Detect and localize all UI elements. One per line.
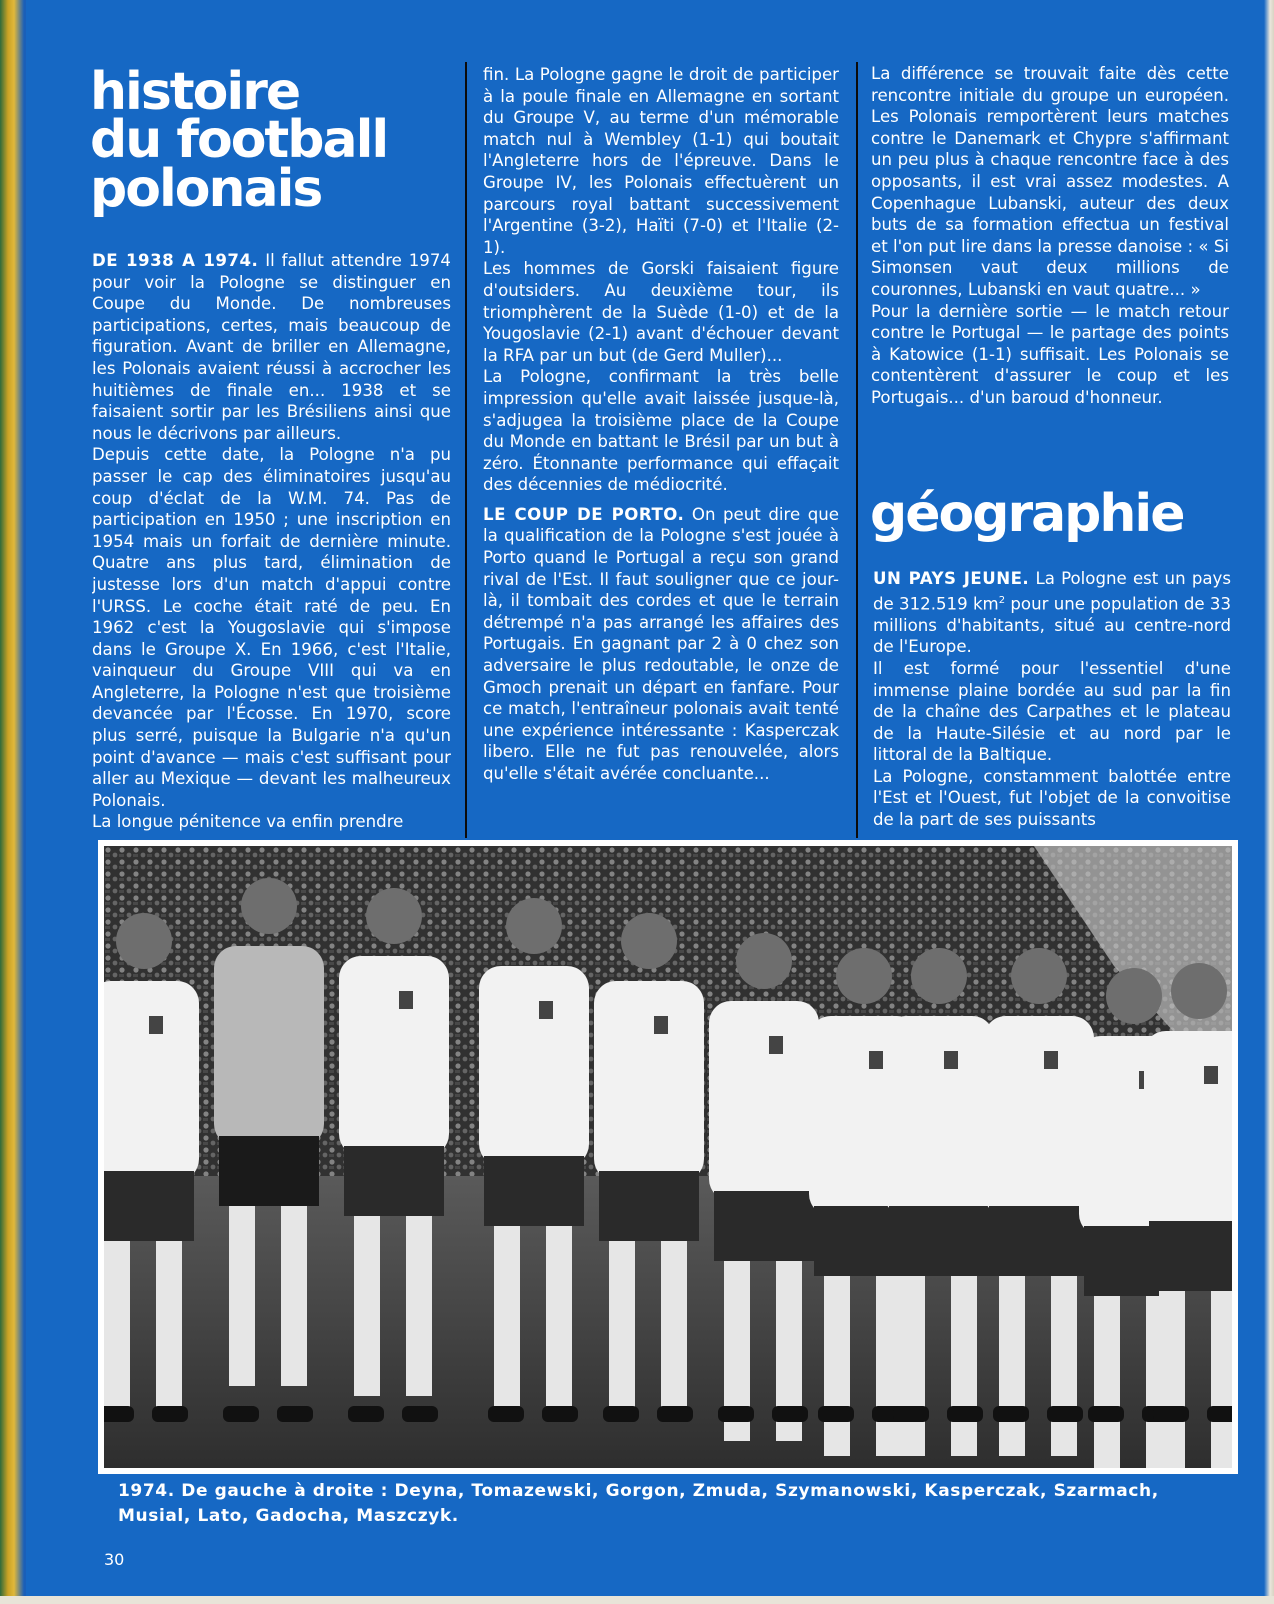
player-sock: [354, 1216, 380, 1396]
player-boot: [993, 1406, 1029, 1422]
player-shorts: [104, 1171, 194, 1241]
section-title-geographie: géographie: [870, 484, 1184, 544]
player-sock: [951, 1276, 977, 1456]
player-boot: [818, 1406, 854, 1422]
player-head: [506, 898, 562, 954]
player-shirt: [984, 1016, 1094, 1216]
paragraph: [92, 250, 451, 444]
player-shirt: [339, 956, 449, 1156]
player-head: [366, 888, 422, 944]
player-head: [621, 913, 677, 969]
column-rule-1: [465, 62, 467, 838]
player-head: [836, 948, 892, 1004]
player-sock: [1051, 1276, 1077, 1456]
player-sock: [406, 1216, 432, 1396]
player-head: [241, 878, 297, 934]
player-shirt: [104, 981, 199, 1181]
section-lead: UN PAYS JEUNE.: [873, 569, 1030, 588]
player-sock: [494, 1226, 520, 1406]
team-photo-image: [104, 846, 1232, 1468]
player-shorts: [1149, 1221, 1232, 1291]
player-boot: [603, 1406, 639, 1422]
title-line-3: polonais: [90, 158, 322, 219]
player-sock: [104, 1241, 130, 1421]
player-boot: [772, 1406, 808, 1422]
article-column-2: [483, 64, 839, 838]
player-boot: [542, 1406, 578, 1422]
team-photo: [98, 840, 1238, 1474]
player-shirt: [594, 981, 704, 1181]
paragraph-text: La Pologne est un pays de 312.519 km: [873, 569, 1231, 614]
player-sock: [229, 1206, 255, 1386]
article-column-1: [92, 250, 451, 838]
player-boot: [657, 1406, 693, 1422]
paragraph: Les hommes de Gorski faisaient figure d'outsiders. Au deuxième tour, ils triomphèrent de la Suède (1-0) et de la Yougoslavie (2-1) avant d'échouer devant la RFA par un but (de Gerd Muller)...: [483, 259, 839, 365]
paragraph-text: On peut dire que la qualification de la Pologne s'est jouée à Porto quand le Portugal a reçu son grand rival de l'Est. Il faut souligner que ce jour-là, il tombait des cordes et que le terrain détrempé n'a pas arrangé les affaires des Portugais. En gagnant par 2 à 0 chez son adversaire le plus redoutable, le onze de Gmoch prenait un départ en fanfare. Pour ce match, l'entraîneur polonais avait tenté une expérience intéressante : Kasperczak libero. Elle ne fut pas renouvelée, alors qu'elle s'était avérée concluante...: [483, 504, 839, 783]
player-shirt: [884, 1016, 994, 1216]
player-boot: [104, 1406, 134, 1422]
paragraph: La différence se trouvait faite dès cette rencontre initiale du groupe un européen. Les Polonais remportèrent leurs matches contre le Danemark et Chypre s'affirmant un peu plus à chaque rencontre face à des opposants, il est vrai assez modestes. A Copenhague Lubanski, auteur des deux buts de sa formation effectua un festival et l'on put lire dans la presse danoise : « Si Simonsen vaut deux millions de couronnes, Lubanski en vaut quatre... »: [871, 64, 1229, 299]
paragraph: Depuis cette date, la Pologne n'a pu passer le cap des éliminatoires jusqu'au coup d'éclat de la W.M. 74. Pas de participation en 1950 ; une inscription en 1954 mais un forfait de dernière minute. Quatre ans plus tard, élimination de justesse lors d'un match d'appui contre l'URSS. Le coche était raté de peu. En 1962 c'est la Yougoslavie qui s'impose dans le Groupe X. En 1966, c'est l'Italie, vainqueur du Groupe VIII qui va en Angleterre, la Pologne n'est que troisième devancée par l'Écosse. En 1970, score plus serré, puisque la Bulgarie n'a qu'un point d'avance — mais c'est suffisant pour aller au Mexique — devant les malheureux Polonais.: [92, 445, 451, 810]
player-boot: [402, 1406, 438, 1422]
player-shorts: [219, 1136, 319, 1206]
player-head: [116, 913, 172, 969]
player-sock: [1159, 1291, 1185, 1468]
player-shorts: [714, 1191, 814, 1261]
paragraph-text: Il fallut attendre 1974 pour voir la Pologne se distinguer en Coupe du Monde. De nombreuses participations, certes, mais beaucoup de figuration. Avant de briller en Allemagne, les Polonais avaient réussi à accrocher les huitièmes de finale en... 1938 et se faisaient sortir par les Brésiliens ainsi que nous le décrivons par ailleurs.: [92, 251, 451, 443]
player-boot: [947, 1406, 983, 1422]
player-shorts: [344, 1146, 444, 1216]
page-title: [90, 62, 450, 219]
article-column-3: [871, 63, 1229, 459]
player-boot: [1047, 1406, 1083, 1422]
player-head: [1106, 968, 1162, 1024]
player-sock: [156, 1241, 182, 1421]
player-shirt: [709, 1001, 819, 1201]
player-shirt: [214, 946, 324, 1146]
player-sock: [899, 1276, 925, 1456]
paragraph: Il est formé pour l'essentiel d'une immense plaine bordée au sud par la fin de la chaîne des Carpathes et le plateau de la Haute-Silésie et au nord par le littoral de la Baltique.: [873, 658, 1231, 765]
player-boot: [1207, 1406, 1232, 1422]
player-shorts: [484, 1156, 584, 1226]
player-boot: [152, 1406, 188, 1422]
player-sock: [1211, 1291, 1232, 1468]
crest-icon: [149, 1016, 163, 1034]
section-lead: DE 1938 A 1974.: [92, 251, 259, 270]
paragraph-text: pour une population de 33 millions d'habitants, situé au centre-nord de l'Europe.: [873, 594, 1231, 657]
paragraph: [873, 568, 1231, 658]
title-line-1: histoire: [90, 62, 300, 122]
paragraph: La Pologne, confirmant la très belle impression qu'elle avait laissée jusque-là, s'adjugea la troisième place de la Coupe du Monde en battant le Brésil par un but à zéro. Étonnante performance qui effaçait des décennies de médiocrité.: [483, 367, 839, 495]
photo-caption: 1974. De gauche à droite : Deyna, Tomazewski, Gorgon, Zmuda, Szymanowski, Kasperczak, Szarmach, Musial, Lato, Gadocha, Maszczyk.: [118, 1481, 1159, 1526]
player-shorts: [889, 1206, 989, 1276]
section-lead: LE COUP DE PORTO.: [483, 504, 685, 524]
player-sock: [876, 1276, 902, 1456]
player-boot: [1088, 1406, 1124, 1422]
crest-icon: [769, 1036, 783, 1054]
player-boot: [488, 1406, 524, 1422]
crest-icon: [654, 1016, 668, 1034]
paragraph: [483, 504, 839, 785]
player-head: [736, 933, 792, 989]
player-shirt: [1144, 1031, 1232, 1231]
paragraph: Pour la dernière sortie — le match retour contre le Portugal — le partage des points à Katowice (1-1) suffisait. Les Polonais se contentèrent d'assurer le coup et les Portugais... d'un baroud d'honneur.: [871, 301, 1229, 407]
player-boot: [277, 1406, 313, 1422]
player-sock: [824, 1276, 850, 1456]
superscript: 2: [998, 594, 1006, 606]
player-boot: [893, 1406, 929, 1422]
player-sock: [609, 1241, 635, 1421]
paragraph: La longue pénitence va enfin prendre: [92, 812, 404, 832]
bottom-edge: [0, 1596, 1274, 1604]
player-boot: [223, 1406, 259, 1422]
crest-icon: [869, 1051, 883, 1069]
crest-icon: [399, 991, 413, 1009]
player-sock: [661, 1241, 687, 1421]
player-sock: [281, 1206, 307, 1386]
page-number: 30: [104, 1550, 125, 1569]
player-sock: [1094, 1296, 1120, 1468]
player-head: [911, 948, 967, 1004]
player-sock: [999, 1276, 1025, 1456]
page-edge: [1264, 0, 1274, 1604]
crest-icon: [1204, 1066, 1218, 1084]
column-rule-2: [856, 62, 858, 838]
crest-icon: [944, 1051, 958, 1069]
paragraph: fin. La Pologne gagne le droit de participer à la poule finale en Allemagne en sortant du Groupe V, au terme d'un mémorable match nul à Wembley (1-1) qui boutait l'Angleterre hors de l'épreuve. Dans le Groupe IV, les Polonais effectuèrent un parcours royal battant successivement l'Argentine (3-2), Haïti (7-0) et l'Italie (2-1).: [483, 65, 839, 257]
crest-icon: [539, 1001, 553, 1019]
player-shorts: [989, 1206, 1089, 1276]
player-boot: [1153, 1406, 1189, 1422]
paragraph: La Pologne, constamment balottée entre l'Est et l'Ouest, fut l'objet de la convoitise de la part de ses puissants: [873, 766, 1231, 830]
player-boot: [348, 1406, 384, 1422]
player-head: [1011, 948, 1067, 1004]
binding-edge: [0, 0, 26, 1604]
player-head: [1171, 963, 1227, 1019]
title-line-2: du football: [90, 110, 388, 171]
article-column-4: [873, 568, 1231, 838]
crest-icon: [1044, 1051, 1058, 1069]
player-boot: [718, 1406, 754, 1422]
player-sock: [546, 1226, 572, 1406]
player-shirt: [479, 966, 589, 1166]
player-shorts: [599, 1171, 699, 1241]
